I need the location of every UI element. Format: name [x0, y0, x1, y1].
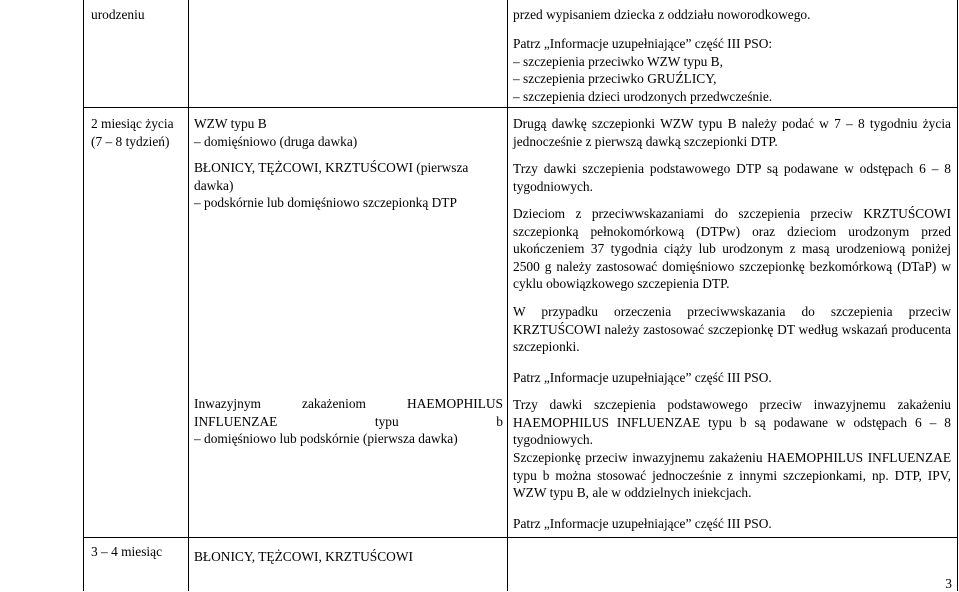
note-discharge: przed wypisaniem dziecka z oddziału noworodkowego. [513, 7, 811, 22]
note-wzw-second-dose: Drugą dawkę szczepionki WZW typu B należy podać w 7 – 8 tygodniu życia jednocześnie z pierwszą dawką szczepionki DTP. [513, 116, 951, 149]
note-hib-intervals: Trzy dawki szczepienia podstawowego przeciw inwazyjnemu zakażeniu HAEMOPHILUS INFLUENZAE typu b są podawane w odstępach 6 – 8 tygodniowych. [513, 397, 951, 447]
note-dtp-intervals: Trzy dawki szczepienia podstawowego DTP są podawane w odstępach 6 – 8 tygodniowych. [513, 161, 951, 194]
vaccine-wzw-b: WZW typu B – domięśniowo (druga dawka) [194, 116, 358, 149]
age-cell-3-4-month: 3 – 4 miesiąc [91, 544, 163, 559]
table-divider-col2 [507, 0, 508, 591]
age-cell-birth [91, 6, 145, 24]
note-dt-vaccine: W przypadku orzeczenia przeciwwskazania do szczepienia przeciw KRZTUŚCOWI należy zastosować szczepionkę DT według wskazań producenta szczepionki. [513, 304, 951, 354]
table-border-left [83, 0, 84, 591]
note-see-info-2: Patrz „Informacje uzupełniające” część III PSO. [513, 370, 772, 385]
note-see-info-1: Patrz „Informacje uzupełniające” część III PSO: – szczepienia przeciwko WZW typu B, – szczepienia przeciwko GRUŹLICY, – szczepienia dzieci urodzonych przedwcześnie. [513, 36, 773, 104]
age-cell-2-month: 2 miesiąc życia (7 – 8 tydzień) [91, 116, 174, 149]
row-separator-2 [83, 537, 958, 538]
vaccine-dtp: BŁONICY, TĘŻCOWI, KRZTUŚCOWI (pierwsza dawka) – podskórnie lub domięśniowo szczepionką DTP [194, 160, 469, 210]
age-line: urodzeniu [91, 7, 145, 22]
vaccine-hib: Inwazyjnym zakażeniom HAEMOPHILUS INFLUENZAE typu b – domięśniowo lub podskórnie (pierwsza dawka) [194, 396, 503, 446]
note-hib-combined: Szczepionkę przeciw inwazyjnemu zakażeniu HAEMOPHILUS INFLUENZAE typu b można stosować jednocześnie z innymi szczepionkami, np. DTP, IPV, WZW typu B, ale w oddzielnych iniekcjach. [513, 450, 951, 500]
vaccine-dtp-row3: BŁONICY, TĘŻCOWI, KRZTUŚCOWI [194, 549, 413, 564]
row-separator-1 [83, 107, 958, 108]
page-number: 3 [945, 576, 952, 591]
note-see-info-3: Patrz „Informacje uzupełniające” część III PSO. [513, 516, 772, 531]
table-divider-col1 [188, 0, 189, 591]
note-dtap-contraindications: Dzieciom z przeciwwskazaniami do szczepienia przeciw KRZTUŚCOWI szczepionką pełnokomórkową (DTPw) oraz dzieciom urodzonym przed ukończeniem 37 tygodnia ciąży lub urodzonym z masą urodzeniową poniżej 2500 g należy zastosować domięśniowo szczepionkę bezkomórkową (DTaP) w cyklu obowiązkowego szczepienia DTP. [513, 206, 951, 291]
table-border-right [957, 0, 958, 591]
